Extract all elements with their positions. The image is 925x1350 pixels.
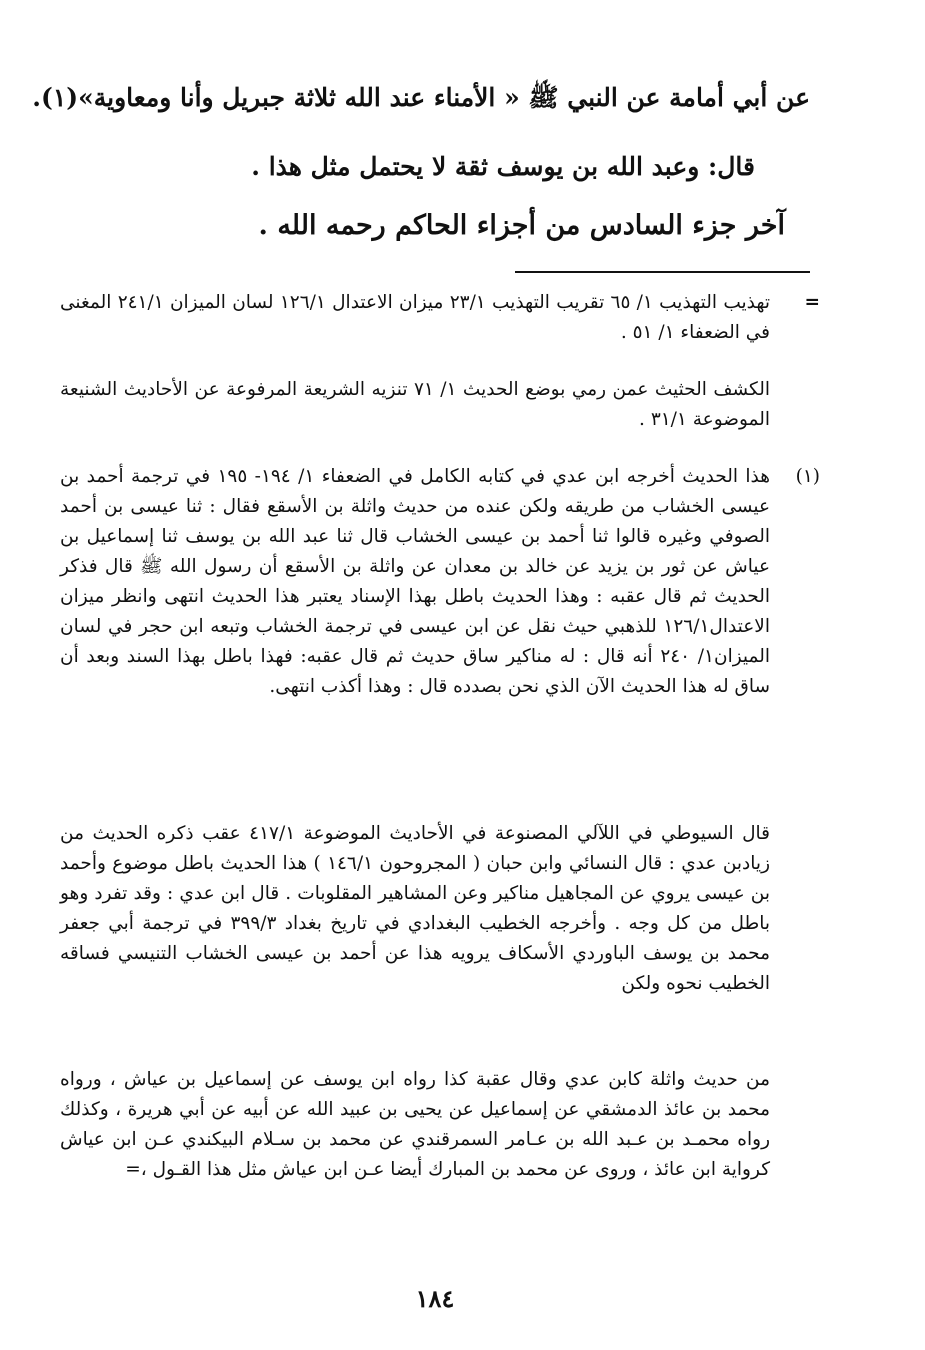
continuation-marker: =: [804, 292, 820, 313]
footnote-continuation-text-2: الكشف الحثيث عمن رمي بوضع الحديث ١/ ٧١ تنزيه الشريعة المرفوعة عن الأحاديث الشنيعة الموضوعة ٣١/١ .: [60, 379, 770, 430]
footnote-number: (١): [795, 466, 820, 487]
page-number: ١٨٤: [415, 1284, 455, 1313]
footnote-separator: [515, 271, 810, 273]
footnote-continuation-text: تهذيب التهذيب ١/ ٦٥ تقريب التهذيب ٢٣/١ ميزان الاعتدال ١٢٦/١ لسان الميزان ٢٤١/١ المغنى في الضعفاء ١/ ٥١ .: [60, 292, 771, 343]
footnote-1-paragraph-3-text: من حديث واثلة كابن عدي وقال عقبة كذا رواه ابن يوسف عن إسماعيل بن عياش ، ورواه محمد بن عائذ الدمشقي عن إسماعيل عن يحيى بن عبيد الله عن أبيه عن أبي هريرة ، وكذلك رواه محمـد بن عـبد الله بن عـامر السمرقندي عن محمد بن سـلام البيكندي عـن ابن عياش كرواية ابن عائذ ، وروى عن محمد بن المبارك أيضا عـن ابن عياش مثل هذا القـول ،=: [60, 1069, 770, 1180]
main-text-line-3: آخر جزء السادس من أجزاء الحاكم رحمه الله .: [258, 210, 785, 241]
footnote-continuation: [60, 288, 820, 348]
footnote-continuation-2: [60, 375, 810, 435]
footnote-1-paragraph-3: [60, 1065, 810, 1185]
footnote-1: [60, 462, 820, 702]
main-text-line-1: عن أبي أمامة عن النبي ﷺ « الأمناء عند الله ثلاثة جبريل وأنا ومعاوية»(١).: [32, 83, 810, 112]
footnote-1-paragraph-2-text: قال السيوطي في اللآلي المصنوعة في الأحاديث الموضوعة ٤١٧/١ عقب ذكره الحديث من زيادبن عدي : قال النسائي وابن حبان ( المجروحون ١٤٦/١ ) هذا الحديث باطل موضوع وأحمد بن عيسى يروي عن المجاهيل مناكير وعن المشاهير المقلوبات . قال ابن عدي : وقد تفرد وهو باطل من كل وجه . وأخرجه الخطيب البغدادي في تاريخ بغداد ٣٩٩/٣ في ترجمة أبي جعفر محمد بن يوسف الباوردي الأسكاف يرويه هذا عن أحمد بن عيسى الخشاب التنيسي فساقه الخطيب نحوه ولكن: [60, 823, 771, 994]
footnote-1-text: هذا الحديث أخرجه ابن عدي في كتابه الكامل في الضعفاء ١/ ١٩٤- ١٩٥ في ترجمة أحمد بن عيسى الخشاب من طريقه ولكن عنده من حديث واثلة بن الأسقع فقال : ثنا عيسى بن أحمد الصوفي وغيره قالوا ثنا أحمد بن عيسى الخشاب قال ثنا عبد الله بن يوسف ثنا إسماعيل بن عياش عن ثور بن يزيد عن خالد بن معدان عن واثلة بن الأسقع أن رسول الله ﷺ قال فذكر الحديث ثم قال عقبه : وهذا الحديث باطل بهذا الإسناد يعتبر هذا الحديث انتهى وانظر ميزان الاعتدال١٢٦/١ للذهبي حيث نقل عن ابن عيسى في ترجمة الخشاب وتبعه ابن حجر في لسان الميزان١/ ٢٤٠ أنه قال : له مناكير ساق حديث ثم قال عقبه: فهذا باطل بهذا السند وبعد أن ساق له هذا الحديث الآن الذي نحن بصدده قال : وهذا أكذب انتهى.: [60, 466, 770, 697]
page-content: [32, 70, 820, 1350]
main-text-line-2: قال: وعبد الله بن يوسف ثقة لا يحتمل مثل هذا .: [251, 152, 755, 181]
footnote-1-paragraph-2: [60, 819, 810, 999]
